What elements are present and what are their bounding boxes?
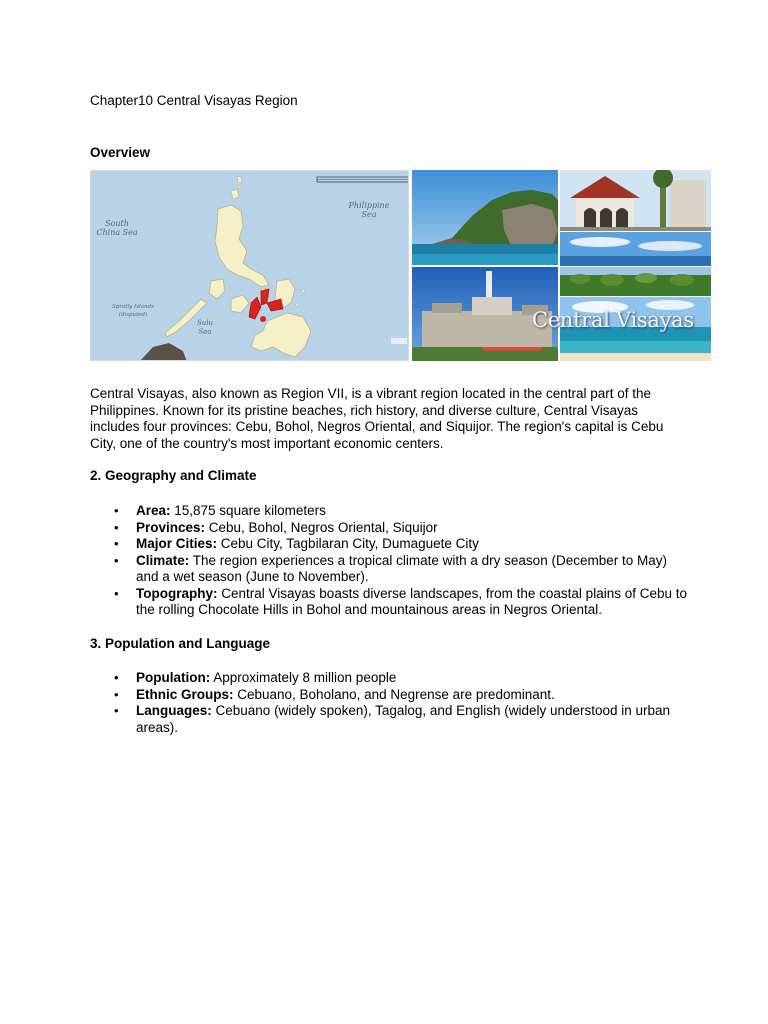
overview-image-collage [90,170,710,361]
list-item-languages [90,703,690,736]
overview-heading: Overview [90,145,151,160]
list-item-topography [90,586,690,619]
photo-grid [412,170,710,361]
list-item-text: 15,875 square kilometers [170,503,326,518]
chapter-title: Chapter10 Central Visayas Region [90,93,298,108]
list-item-text: Cebu City, Tagbilaran City, Dumaguete City [217,536,479,551]
list-item-text: Central Visayas boasts diverse landscapes, from the coastal plains of Cebu to the rolling Chocolate Hills in Bohol and mountainous areas in Negros Oriental. [136,585,688,617]
list-item-text: The region experiences a tropical climate with a dry season (December to May) and a wet season (June to November). [136,552,667,584]
collage-caption: Central Visayas [532,308,694,332]
list-item-major-cities [90,536,690,553]
population-heading: 3. Population and Language [90,636,271,651]
list-item-label: Population: [136,670,211,685]
list-item-label: Climate: [136,552,190,568]
list-item-label: Ethnic Groups: [136,686,234,702]
geography-heading: 2. Geography and Climate [90,468,257,483]
list-item-provinces [90,520,690,537]
list-item-label: Major Cities: [136,536,218,551]
list-item-label: Provinces: [136,519,206,535]
list-item-label: Languages: [136,703,212,718]
sulu-sea-label: Sulu Sea [196,319,214,336]
spratly-islands-label: Spratly Islands (disputed) [112,304,154,318]
list-item-area [90,503,690,520]
list-item-ethnic-groups [90,687,690,704]
pavilion-photo [560,170,711,231]
list-item-text: Cebu, Bohol, Negros Oriental, Siquijor [205,519,438,535]
philippines-map-image [90,170,409,361]
list-item-climate [90,553,690,586]
south-china-sea-label: South China Sea [96,219,138,237]
list-item-text: Cebuano (widely spoken), Tagalog, and English (widely understood in urban areas). [136,703,671,735]
list-item-population [90,670,690,687]
list-item-text: Cebuano, Boholano, and Negrense are predominant. [233,686,555,702]
population-list [90,670,690,736]
sea-horizon-photo [560,232,711,266]
coastal-cliff-photo [412,170,558,265]
philippines-map-graphic [91,171,409,361]
list-item-label: Area: [136,503,171,518]
list-item-label: Topography: [136,585,218,601]
chocolate-hills-photo [560,267,711,296]
geography-list [90,503,690,619]
intro-paragraph: Central Visayas, also known as Region VII, is a vibrant region located in the central part of the Philippines. Known for its pristine beaches, rich history, and diverse culture, Central Visayas includes four provinces: Cebu, Bohol, Negros Oriental, and Siquijor. The region's capital is Cebu City, one of the country's most important economic centers. [90,386,664,451]
list-item-text: Approximately 8 million people [210,670,397,685]
philippine-sea-label: Philippine Sea [348,201,390,219]
